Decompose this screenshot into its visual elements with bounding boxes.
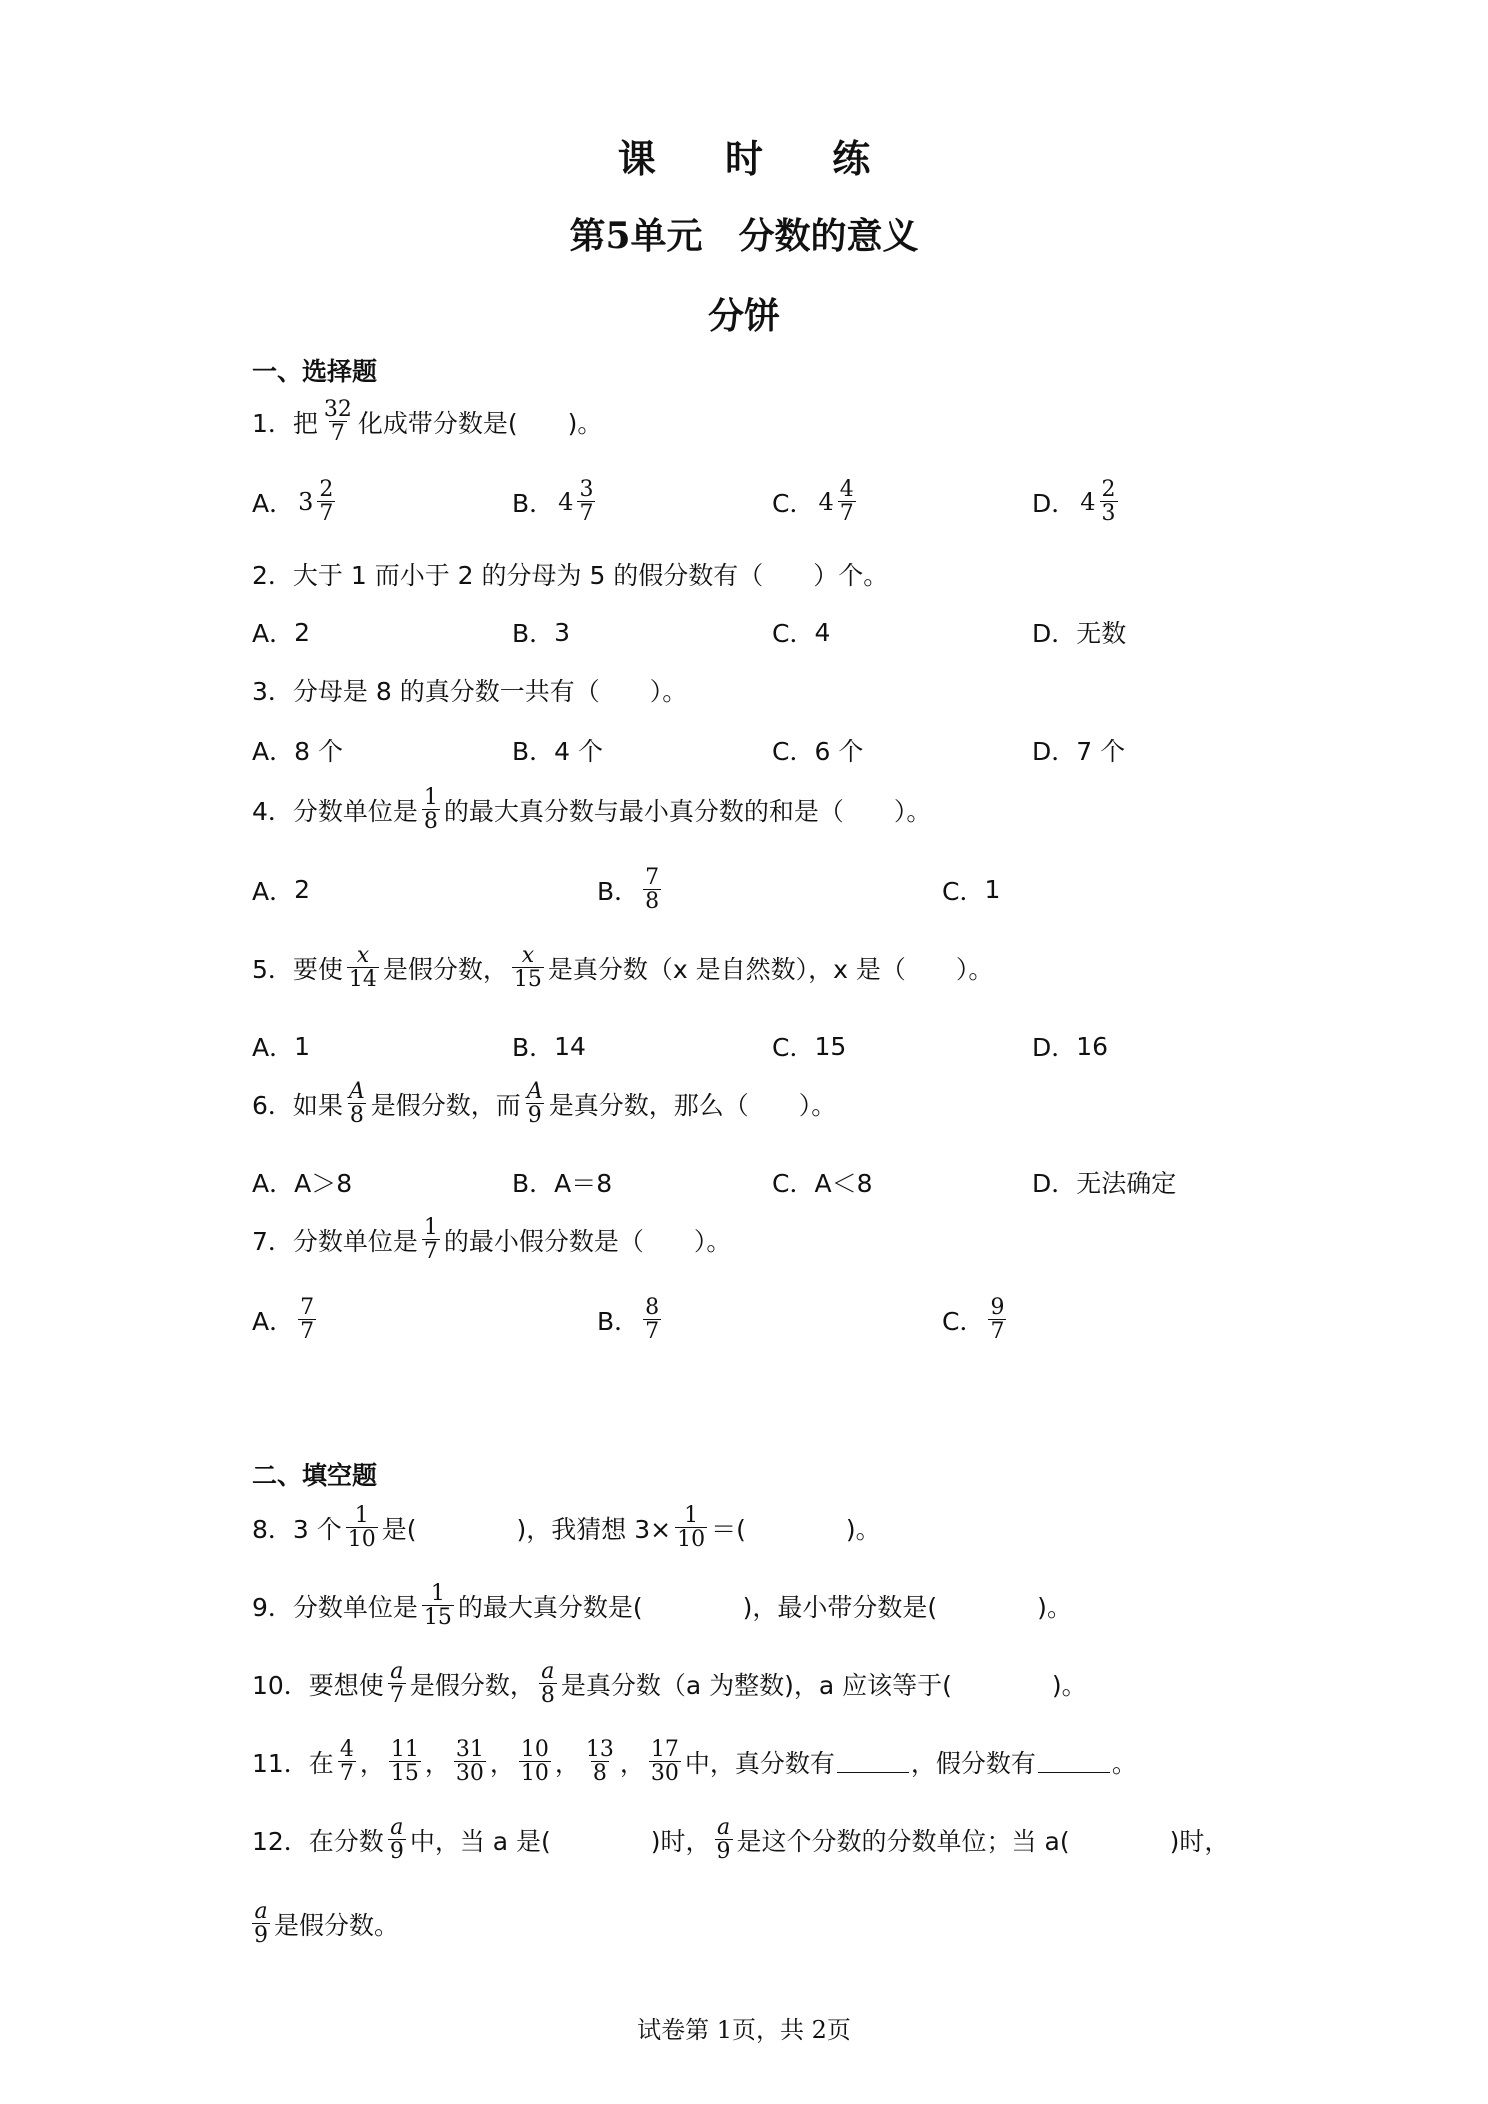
option-b[interactable]: B． A＝8 [512, 1169, 613, 1198]
option-a[interactable]: A． 2 [252, 617, 311, 648]
fraction: $\frac{1}{7}$ [423, 1215, 438, 1265]
option-d[interactable]: D． 无数 [1032, 619, 1127, 648]
fraction: $\frac{x}{14}$ [348, 943, 377, 993]
section-fill-title: 二、填空题 [252, 1461, 378, 1490]
fraction: $\frac{4}{7}$ [339, 1737, 354, 1787]
fraction: $\frac{31}{30}$ [455, 1737, 484, 1787]
question-12-cont: $\frac{a}{9}$ 是假分数。 [254, 1899, 400, 1949]
q1-pre: 1．把 [252, 408, 318, 438]
q1-post: 化成带分数是( )。 [357, 408, 603, 438]
option-a[interactable]: A． 8 个 [252, 737, 343, 766]
question-11: 11．在 $\frac{4}{7}$ ， $\frac{11}{15}$ ， $\frac{31}{30}$ ， $\frac{10}{10}$ ， $\frac{13}{8}$ ， $\frac{17}{30}$ 中，真分数有 ，假分数有 。 [252, 1737, 1137, 1787]
option-d[interactable]: D． 16 [1032, 1031, 1109, 1062]
question-4: 4．分数单位是 $\frac{1}{8}$ 的最大真分数与最小真分数的和是（ ）。 [252, 785, 932, 835]
option-c[interactable]: C． 4 [772, 617, 831, 648]
fraction: $\frac{2}{7}$ [319, 477, 334, 527]
option-a[interactable]: A． 1 [252, 1031, 311, 1062]
option-a[interactable]: A． $\frac{7}{7}$ [252, 1295, 315, 1345]
fraction: $\frac{3}{7}$ [579, 477, 594, 527]
question-6: 6．如果 $\frac{A}{8}$ 是假分数，而 $\frac{A}{9}$ 是真分数，那么（ ）。 [252, 1079, 837, 1129]
question-4-options [252, 866, 1292, 913]
question-1-options [252, 478, 1292, 525]
fraction: $\frac{11}{15}$ [390, 1737, 419, 1787]
question-2: 2．大于 1 而小于 2 的分母为 5 的假分数有（ ）个。 [252, 561, 889, 590]
page-footer: 试卷第 1页，共 2页 [637, 2016, 851, 2044]
question-8: 8．3 个 $\frac{1}{10}$ 是( )，我猜想 3× $\frac{1}{10}$ ＝( )。 [252, 1503, 881, 1553]
question-1 [252, 398, 1288, 445]
option-b[interactable]: B． 14 [512, 1031, 586, 1062]
option-b[interactable]: B． 3 [512, 617, 571, 648]
option-a[interactable]: A． A＞8 [252, 1169, 353, 1198]
option-c[interactable]: C． $\frac{9}{7}$ [942, 1295, 1005, 1345]
option-b[interactable]: B． 4 $\frac{3}{7}$ [512, 477, 594, 527]
fraction: $\frac{9}{7}$ [990, 1295, 1005, 1345]
fraction: $\frac{7}{8}$ [645, 865, 660, 915]
fraction: $\frac{1}{10}$ [347, 1503, 376, 1553]
question-3: 3．分母是 8 的真分数一共有（ ）。 [252, 677, 688, 706]
option-b[interactable]: B． $\frac{7}{8}$ [597, 865, 660, 915]
fraction: $\frac{13}{8}$ [585, 1737, 614, 1787]
fraction: $\frac{A}{9}$ [526, 1079, 543, 1129]
fraction: $\frac{A}{8}$ [348, 1079, 365, 1129]
fraction: $\frac{1}{15}$ [423, 1581, 452, 1631]
question-12: 12．在分数 $\frac{a}{9}$ 中，当 a 是( )时， $\frac{a}{9}$ 是这个分数的分数单位；当 a( )时， [252, 1815, 1230, 1865]
worksheet-title: 课 时 练 [617, 136, 899, 181]
answer-blank[interactable] [837, 1750, 909, 1773]
option-c[interactable]: C． 4 $\frac{4}{7}$ [772, 477, 854, 527]
question-5: 5．要使 $\frac{x}{14}$ 是假分数， $\frac{x}{15}$ 是真分数（x 是自然数），x 是（ ）。 [252, 943, 994, 993]
option-b[interactable]: B． 4 个 [512, 737, 604, 766]
fraction: $\frac{10}{10}$ [520, 1737, 549, 1787]
question-10: 10．要想使 $\frac{a}{7}$ 是假分数， $\frac{a}{8}$ 是真分数（a 为整数)，a 应该等于( )。 [252, 1659, 1087, 1709]
option-c[interactable]: C． A＜8 [772, 1169, 873, 1198]
question-9: 9．分数单位是 $\frac{1}{15}$ 的最大真分数是( )，最小带分数是( )。 [252, 1581, 1072, 1631]
unit-title: 第5单元 分数的意义 [569, 215, 919, 257]
answer-blank[interactable] [1038, 1750, 1110, 1773]
fraction: $\frac{8}{7}$ [645, 1295, 660, 1345]
section-choice-title: 一、选择题 [252, 357, 378, 386]
question-3-options [252, 732, 1292, 768]
option-b[interactable]: B． $\frac{8}{7}$ [597, 1295, 660, 1345]
option-c[interactable]: C． 6 个 [772, 737, 864, 766]
fraction: $\frac{a}{9}$ [254, 1899, 268, 1949]
fraction: $\frac{2}{3}$ [1101, 477, 1116, 527]
option-d[interactable]: D． 4 $\frac{2}{3}$ [1032, 477, 1116, 527]
option-c[interactable]: C． 15 [772, 1031, 847, 1062]
fraction: $\frac{a}{8}$ [540, 1659, 555, 1709]
question-5-options [252, 1028, 1292, 1064]
fraction: $\frac{7}{7}$ [300, 1295, 315, 1345]
option-d[interactable]: D． 7 个 [1032, 737, 1126, 766]
fraction: $\frac{4}{7}$ [839, 477, 854, 527]
fraction: $\frac{1}{8}$ [423, 785, 438, 835]
option-a[interactable]: A． 2 [252, 875, 311, 906]
option-a[interactable]: A． 3 $\frac{2}{7}$ [252, 477, 334, 527]
option-c[interactable]: C． 1 [942, 875, 1001, 906]
fraction: $\frac{a}{9}$ [389, 1815, 404, 1865]
question-7-options [252, 1296, 1292, 1343]
fraction: $\frac{32}{7}$ [323, 397, 352, 447]
fraction: $\frac{1}{10}$ [677, 1503, 706, 1553]
option-d[interactable]: D． 无法确定 [1032, 1169, 1177, 1198]
question-7: 7．分数单位是 $\frac{1}{7}$ 的最小假分数是（ ）。 [252, 1215, 732, 1265]
fraction: $\frac{a}{7}$ [389, 1659, 404, 1709]
fraction: $\frac{a}{9}$ [716, 1815, 731, 1865]
question-2-options [252, 614, 1292, 650]
lesson-title: 分饼 [707, 295, 780, 337]
question-6-options [252, 1164, 1292, 1200]
fraction: $\frac{x}{15}$ [513, 943, 542, 993]
fraction: $\frac{17}{30}$ [650, 1737, 679, 1787]
